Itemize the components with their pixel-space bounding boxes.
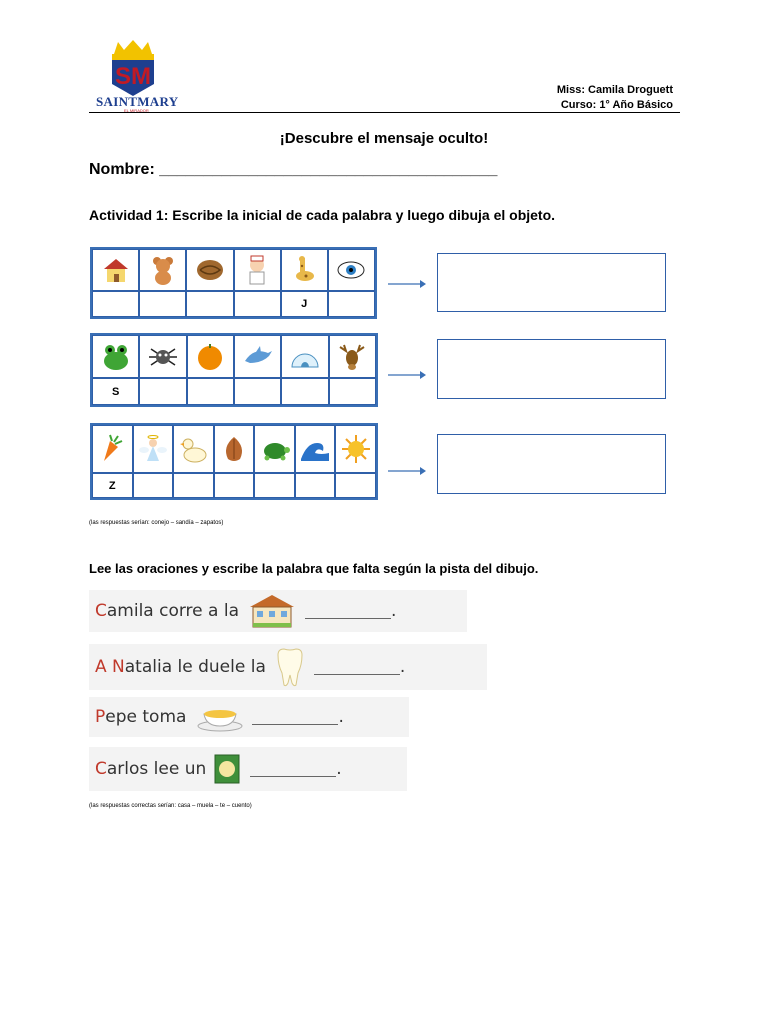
sentence-end: .	[399, 657, 406, 677]
answer-blank[interactable]	[305, 604, 391, 619]
drawing-box-1[interactable]	[437, 253, 666, 312]
onion-icon	[214, 425, 255, 473]
activity2-instruction: Lee las oraciones y escribe la palabra que falta según la pista del dibujo.	[89, 561, 539, 576]
sentence-first-letter: C	[95, 601, 107, 621]
duck-icon	[173, 425, 214, 473]
sentence-text: atalia le duele la	[124, 657, 266, 677]
name-field: Nombre: ______________________________________	[89, 161, 498, 178]
moose-icon	[329, 335, 376, 378]
svg-text:SM: SM	[115, 63, 151, 90]
answer-blank[interactable]	[252, 710, 338, 725]
sentence-text: amila corre a la	[106, 601, 239, 621]
eye-icon	[328, 249, 375, 291]
sentence-3	[89, 697, 409, 737]
letter-cell[interactable]	[281, 378, 328, 405]
house-icon	[247, 593, 297, 629]
sun-icon	[335, 425, 376, 473]
sentence-end: .	[336, 759, 342, 779]
spider-icon	[139, 335, 186, 378]
word-grid-3	[90, 423, 378, 500]
letter-cell[interactable]	[214, 473, 255, 498]
turtle-icon	[254, 425, 295, 473]
frog-icon	[92, 335, 139, 378]
activity1-answers-note: (las respuestas serían: conejo – sandía – zapatos)	[89, 520, 224, 526]
drawing-box-2[interactable]	[437, 339, 666, 399]
letter-cell[interactable]	[139, 291, 186, 317]
word-grid-2	[90, 333, 378, 407]
letter-cell[interactable]	[234, 378, 281, 405]
letter-cell[interactable]	[329, 378, 376, 405]
crown-shield-icon	[96, 40, 170, 98]
letter-cell[interactable]	[92, 291, 139, 317]
wave-icon	[295, 425, 336, 473]
sentence-1	[89, 590, 467, 632]
house-icon	[92, 249, 139, 291]
word-grid-1	[90, 247, 377, 319]
letter-cell[interactable]	[295, 473, 336, 498]
letter-cell[interactable]	[335, 473, 376, 498]
letter-cell[interactable]	[133, 473, 174, 498]
page-title: ¡Descubre el mensaje oculto!	[279, 130, 489, 147]
school-logo	[96, 40, 179, 113]
answer-blank[interactable]	[250, 762, 336, 777]
letter-cell[interactable]: Z	[92, 473, 133, 498]
nurse-icon	[234, 249, 281, 291]
giraffe-icon	[281, 249, 328, 291]
header-divider	[89, 112, 680, 113]
logo-name: SAINTMARY	[96, 94, 179, 109]
answer-blank[interactable]	[314, 660, 400, 675]
sentence-end: .	[338, 707, 344, 727]
angel-icon	[133, 425, 174, 473]
letter-cell[interactable]	[254, 473, 295, 498]
tooth-icon	[274, 647, 306, 687]
letter-cell[interactable]	[187, 378, 234, 405]
letter-cell[interactable]	[139, 378, 186, 405]
letter-cell[interactable]	[173, 473, 214, 498]
sentence-4	[89, 747, 407, 791]
orange-icon	[187, 335, 234, 378]
sentence-first-letter: A N	[95, 657, 125, 677]
letter-cell[interactable]	[328, 291, 375, 317]
sentence-first-letter: C	[95, 759, 107, 779]
arrow-icon	[386, 369, 428, 381]
teacher-name: Miss: Camila Droguett	[556, 84, 673, 96]
book-icon	[212, 752, 242, 786]
course-label: Curso: 1° Año Básico	[560, 99, 673, 111]
letter-cell[interactable]: S	[92, 378, 139, 405]
soup-icon	[196, 702, 244, 732]
carrot-icon	[92, 425, 133, 473]
sentence-2	[89, 644, 487, 690]
logo-subtitle: EL MIRADOR	[124, 108, 149, 113]
letter-cell[interactable]	[186, 291, 233, 317]
letter-cell[interactable]: J	[281, 291, 328, 317]
arrow-icon	[386, 278, 428, 290]
arrow-icon	[386, 465, 428, 477]
activity1-instruction: Actividad 1: Escribe la inicial de cada palabra y luego dibuja el objeto.	[89, 207, 556, 223]
sentence-end: .	[391, 601, 397, 621]
walnut-icon	[186, 249, 233, 291]
sentence-first-letter: P	[95, 707, 106, 727]
letter-cell[interactable]	[234, 291, 281, 317]
activity2-answers-note: (las respuestas correctas serían: casa – muela – te – cuento)	[89, 803, 252, 809]
dolphin-icon	[234, 335, 281, 378]
drawing-box-3[interactable]	[437, 434, 666, 494]
sentence-text: epe toma	[105, 707, 187, 727]
igloo-icon	[281, 335, 328, 378]
sentence-text: arlos lee un	[106, 759, 207, 779]
teddy-bear-icon	[139, 249, 186, 291]
